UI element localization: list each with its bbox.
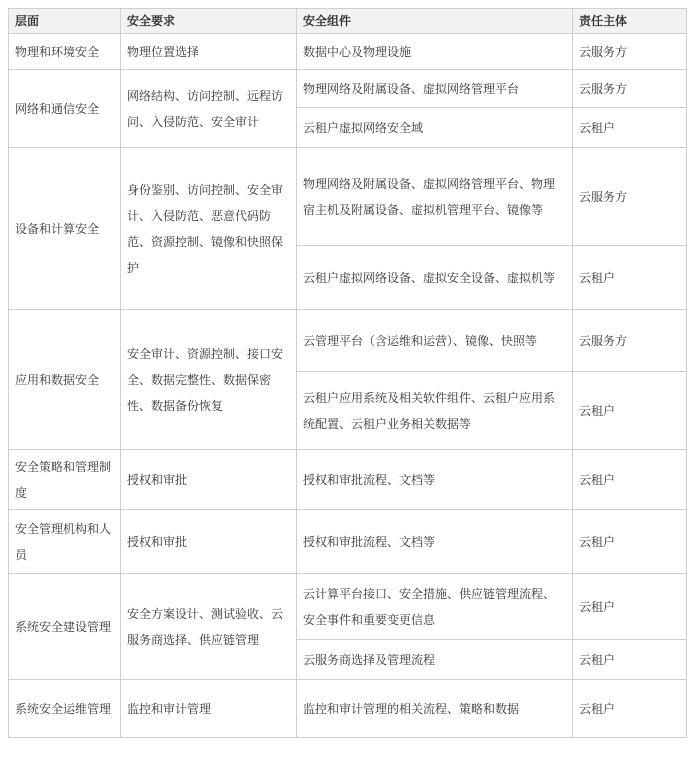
cell-owner: 云服务方 [573,34,687,70]
cell-requirement: 监控和审计管理 [121,680,297,738]
cell-owner: 云租户 [573,640,687,680]
cell-component: 物理网络及附属设备、虚拟网络管理平台、物理宿主机及附属设备、虚拟机管理平台、镜像等 [297,148,573,246]
cell-owner: 云服务方 [573,310,687,372]
cell-layer: 物理和环境安全 [9,34,121,70]
cell-owner: 云服务方 [573,148,687,246]
cell-component: 授权和审批流程、文档等 [297,450,573,510]
header-layer: 层面 [9,9,121,34]
cell-layer: 应用和数据安全 [9,310,121,450]
cell-component: 云租户应用系统及相关软件组件、云租户应用系统配置、云租户业务相关数据等 [297,372,573,450]
table-row [9,574,687,640]
table-row [9,34,687,70]
cell-owner: 云租户 [573,108,687,148]
cell-component: 云管理平台（含运维和运营）、镜像、快照等 [297,310,573,372]
security-responsibility-table [8,8,687,738]
cell-component: 监控和审计管理的相关流程、策略和数据 [297,680,573,738]
header-requirement: 安全要求 [121,9,297,34]
cell-requirement: 授权和审批 [121,450,297,510]
cell-owner: 云租户 [573,372,687,450]
cell-component: 云租户虚拟网络安全域 [297,108,573,148]
cell-layer: 安全策略和管理制度 [9,450,121,510]
table-row [9,310,687,372]
cell-layer: 系统安全运维管理 [9,680,121,738]
cell-layer: 安全管理机构和人员 [9,510,121,574]
cell-owner: 云租户 [573,510,687,574]
cell-layer: 网络和通信安全 [9,70,121,148]
table-row [9,680,687,738]
cell-component: 云服务商选择及管理流程 [297,640,573,680]
cell-owner: 云租户 [573,246,687,310]
cell-owner: 云租户 [573,680,687,738]
cell-owner: 云租户 [573,574,687,640]
header-owner: 责任主体 [573,9,687,34]
cell-layer: 系统安全建设管理 [9,574,121,680]
table-row [9,450,687,510]
table-row [9,148,687,246]
cell-component: 云租户虚拟网络设备、虚拟安全设备、虚拟机等 [297,246,573,310]
cell-requirement: 安全方案设计、测试验收、云服务商选择、供应链管理 [121,574,297,680]
cell-owner: 云服务方 [573,70,687,108]
cell-requirement: 网络结构、访问控制、远程访问、入侵防范、安全审计 [121,70,297,148]
cell-requirement: 身份鉴别、访问控制、安全审计、入侵防范、恶意代码防范、资源控制、镜像和快照保护 [121,148,297,310]
cell-owner: 云租户 [573,450,687,510]
cell-component: 数据中心及物理设施 [297,34,573,70]
cell-component: 物理网络及附属设备、虚拟网络管理平台 [297,70,573,108]
cell-component: 云计算平台接口、安全措施、供应链管理流程、安全事件和重要变更信息 [297,574,573,640]
cell-requirement: 授权和审批 [121,510,297,574]
cell-component: 授权和审批流程、文档等 [297,510,573,574]
table-row [9,510,687,574]
cell-requirement: 物理位置选择 [121,34,297,70]
header-component: 安全组件 [297,9,573,34]
cell-requirement: 安全审计、资源控制、接口安全、数据完整性、数据保密性、数据备份恢复 [121,310,297,450]
cell-layer: 设备和计算安全 [9,148,121,310]
header-row [9,9,687,34]
table-row [9,70,687,108]
